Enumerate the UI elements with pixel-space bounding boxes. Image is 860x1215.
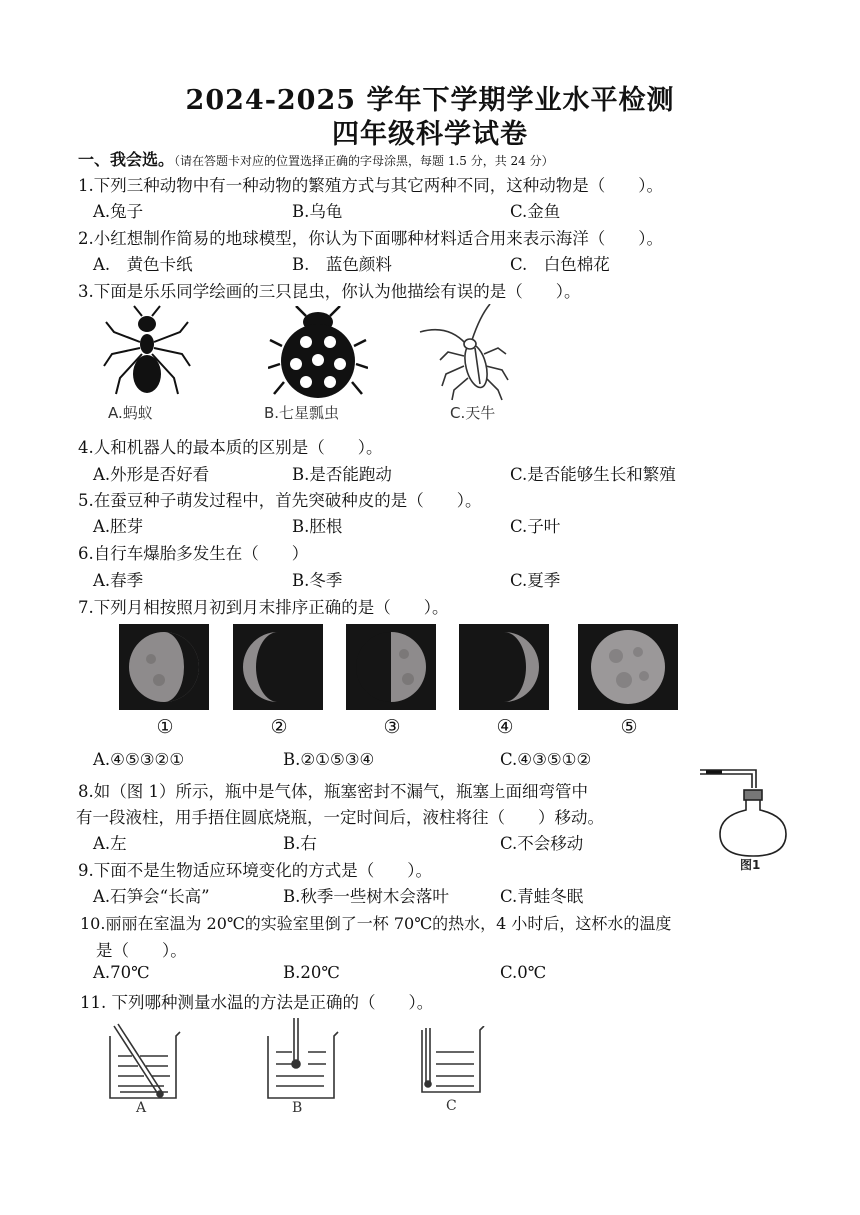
- q9-option-a[interactable]: A.石笋会“长高”: [93, 887, 210, 906]
- question-2-stem: 2.小红想制作简易的地球模型，你认为下面哪种材料适合用来表示海洋（ ）。: [78, 229, 663, 248]
- q7-option-b[interactable]: B.②①⑤③④: [283, 750, 375, 769]
- longhorn-beetle-picture: [418, 304, 518, 404]
- q5-option-a[interactable]: A.胚芽: [93, 517, 144, 536]
- exam-title: 2024-2025 学年下学期学业水平检测: [185, 85, 675, 116]
- question-10-stem-line1: 10.丽丽在室温为 20℃的实验室里倒了一杯 70℃的热水，4 小时后，这杯水的温度: [80, 914, 672, 933]
- q2-option-a[interactable]: A. 黄色卡纸: [93, 255, 193, 274]
- q7-option-a[interactable]: A.④⑤③②①: [93, 750, 185, 769]
- q3-caption-a: A.蚂蚁: [108, 404, 153, 422]
- figure-1-label: 图1: [740, 858, 761, 872]
- q4-option-a[interactable]: A.外形是否好看: [93, 465, 210, 484]
- q9-option-b[interactable]: B.秋季一些树木会落叶: [283, 887, 449, 906]
- beaker-b-picture: [264, 1016, 344, 1100]
- question-7-stem: 7.下列月相按照月初到月末排序正确的是（ ）。: [78, 598, 449, 617]
- q3-caption-b: B.七星瓢虫: [264, 404, 340, 422]
- q8-option-c[interactable]: C.不会移动: [500, 834, 584, 853]
- q1-option-b[interactable]: B.乌龟: [292, 202, 343, 221]
- moon-number-2: ②: [270, 716, 288, 738]
- q2-option-b[interactable]: B. 蓝色颜料: [292, 255, 392, 274]
- flask-figure-1: [698, 762, 790, 858]
- question-5-stem: 5.在蚕豆种子萌发过程中，首先突破种皮的是（ ）。: [78, 491, 482, 510]
- q1-option-c[interactable]: C.金鱼: [510, 202, 561, 221]
- q1-option-a[interactable]: A.兔子: [93, 202, 144, 221]
- section-title: 一、我会选。: [78, 150, 175, 169]
- moon-phase-3-image: [346, 624, 436, 710]
- question-8-stem-line2: 有一段液柱，用手捂住圆底烧瓶，一定时间后，液柱将往（ ）移动。: [76, 808, 604, 827]
- q6-option-b[interactable]: B.冬季: [292, 571, 343, 590]
- section-note: （请在答题卡对应的位置选择正确的字母涂黑，每题 1.5 分，共 24 分）: [174, 154, 554, 168]
- moon-phase-4-image: [459, 624, 549, 710]
- section-heading: [78, 147, 554, 170]
- q3-caption-c: C.天牛: [450, 404, 496, 422]
- exam-subtitle: 四年级科学试卷: [332, 119, 528, 150]
- ladybug-picture: [268, 306, 368, 402]
- question-3-stem: 3.下面是乐乐同学绘画的三只昆虫，你认为他描绘有误的是（ ）。: [78, 282, 581, 301]
- question-4-stem: 4.人和机器人的最本质的区别是（ ）。: [78, 438, 383, 457]
- moon-phase-2-image: [233, 624, 323, 710]
- q4-option-c[interactable]: C.是否能够生长和繁殖: [510, 465, 676, 484]
- q8-option-b[interactable]: B.右: [283, 834, 317, 853]
- q7-option-c[interactable]: C.④③⑤①②: [500, 750, 592, 769]
- question-1-stem: 1.下列三种动物中有一种动物的繁殖方式与其它两种不同，这种动物是（ ）。: [78, 176, 663, 195]
- moon-number-5: ⑤: [620, 716, 638, 738]
- q11-caption-b: B: [292, 1100, 303, 1116]
- q5-option-b[interactable]: B.胚根: [292, 517, 343, 536]
- q4-option-b[interactable]: B.是否能跑动: [292, 465, 392, 484]
- moon-number-1: ①: [156, 716, 174, 738]
- moon-number-3: ③: [383, 716, 401, 738]
- beaker-a-picture: [104, 1022, 184, 1102]
- q5-option-c[interactable]: C.子叶: [510, 517, 561, 536]
- q11-caption-c: C: [446, 1098, 457, 1114]
- q10-option-b[interactable]: B.20℃: [283, 963, 340, 982]
- moon-phase-5-image: [578, 624, 678, 710]
- question-9-stem: 9.下面不是生物适应环境变化的方式是（ ）。: [78, 861, 432, 880]
- q2-option-c[interactable]: C. 白色棉花: [510, 255, 610, 274]
- moon-phase-1-image: [119, 624, 209, 710]
- q11-caption-a: A: [136, 1100, 147, 1116]
- q8-option-a[interactable]: A.左: [93, 834, 127, 853]
- q6-option-c[interactable]: C.夏季: [510, 571, 561, 590]
- q10-option-c[interactable]: C.0℃: [500, 963, 547, 982]
- question-10-stem-line2: 是（ ）。: [96, 941, 187, 960]
- ant-picture: [102, 304, 192, 404]
- q9-option-c[interactable]: C.青蛙冬眠: [500, 887, 584, 906]
- beaker-c-picture: [418, 1026, 488, 1096]
- question-11-stem: 11. 下列哪种测量水温的方法是正确的（ ）。: [80, 993, 434, 1012]
- q10-option-a[interactable]: A.70℃: [93, 963, 150, 982]
- q6-option-a[interactable]: A.春季: [93, 571, 144, 590]
- moon-number-4: ④: [496, 716, 514, 738]
- question-8-stem-line1: 8.如（图 1）所示，瓶中是气体，瓶塞密封不漏气，瓶塞上面细弯管中: [78, 782, 588, 801]
- question-6-stem: 6.自行车爆胎多发生在（ ）: [78, 544, 309, 563]
